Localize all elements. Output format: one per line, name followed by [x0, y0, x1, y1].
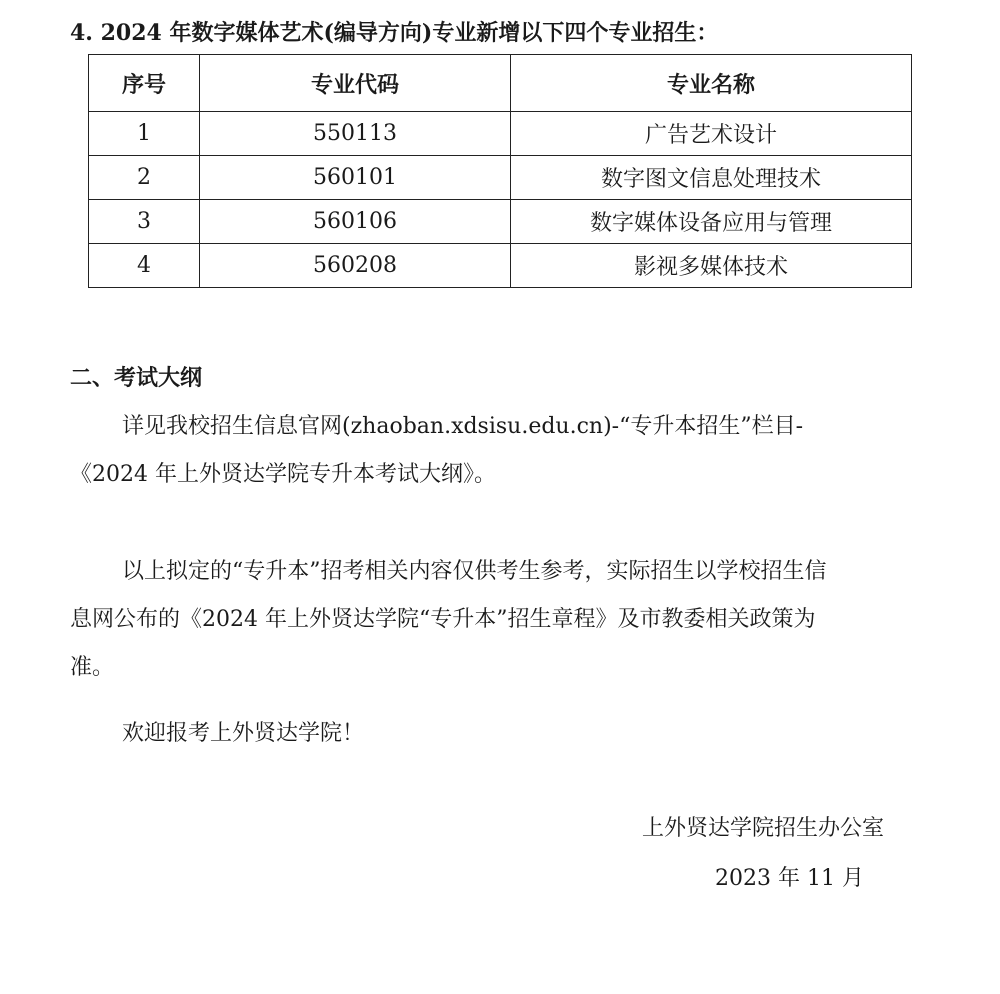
table-row — [89, 156, 912, 200]
major-name-cell: 数字图文信息处理技术 — [511, 156, 912, 200]
serial-number-cell: 2 — [89, 156, 200, 200]
header-major-code: 专业代码 — [200, 55, 511, 112]
major-name-cell: 数字媒体设备应用与管理 — [511, 200, 912, 244]
major-code-cell: 560106 — [200, 200, 511, 244]
majors-table — [88, 54, 912, 288]
major-name-cell: 广告艺术设计 — [511, 112, 912, 156]
serial-number-cell: 1 — [89, 112, 200, 156]
table-row — [89, 200, 912, 244]
signature-date: 2023 年 11 月 — [715, 866, 864, 891]
notice-line2: 息网公布的《2024 年上外贤达学院“专升本”招生章程》及市教委相关政策为 — [70, 607, 816, 632]
major-code-cell: 560208 — [200, 244, 511, 288]
major-code-cell: 550113 — [200, 112, 511, 156]
table-row — [89, 112, 912, 156]
welcome-text: 欢迎报考上外贤达学院！ — [122, 721, 365, 746]
table-header-row — [89, 55, 912, 112]
header-serial-number: 序号 — [89, 55, 200, 112]
serial-number-cell: 3 — [89, 200, 200, 244]
exam-outline-text-line2: 《2024 年上外贤达学院专升本考试大纲》。 — [70, 462, 496, 487]
section-4-heading: 4. 2024 年数字媒体艺术(编导方向)专业新增以下四个专业招生： — [70, 20, 719, 46]
major-code-cell: 560101 — [200, 156, 511, 200]
serial-number-cell: 4 — [89, 244, 200, 288]
header-major-name: 专业名称 — [511, 55, 912, 112]
notice-line3: 准。 — [70, 655, 115, 680]
major-name-cell: 影视多媒体技术 — [511, 244, 912, 288]
exam-outline-text-line1: 详见我校招生信息官网(zhaoban.xdsisu.edu.cn)-“专升本招生”栏目- — [122, 414, 804, 439]
table-row — [89, 244, 912, 288]
signature-office: 上外贤达学院招生办公室 — [642, 816, 885, 841]
notice-line1: 以上拟定的“专升本”招考相关内容仅供考生参考，实际招生以学校招生信 — [122, 559, 827, 584]
exam-outline-heading: 二、考试大纲 — [70, 366, 203, 391]
